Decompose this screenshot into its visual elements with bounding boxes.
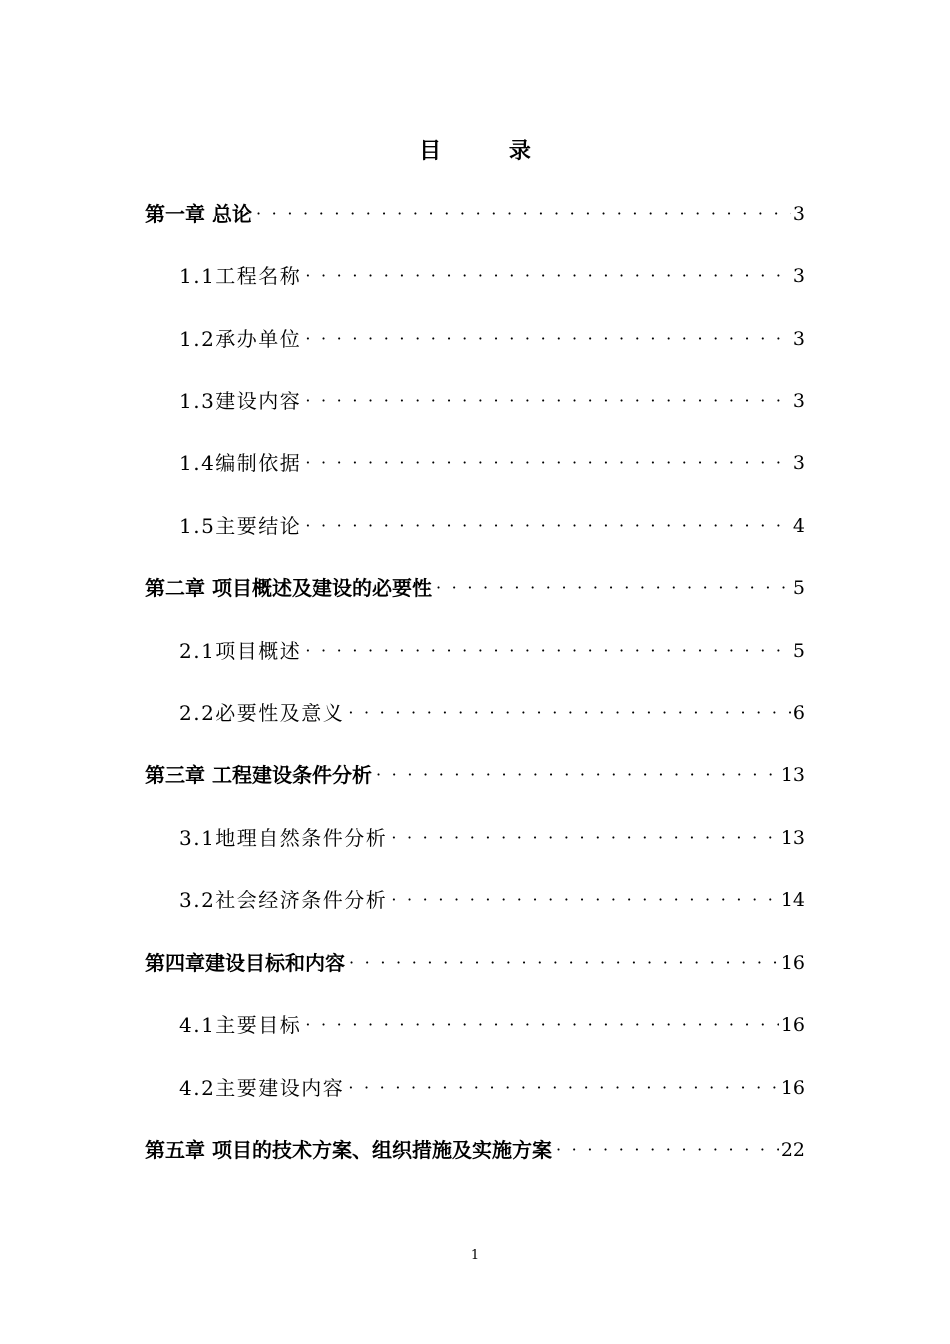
- toc-entry-chapter-1[interactable]: [145, 196, 805, 232]
- toc-leader-dots: [301, 321, 791, 357]
- toc-entry-text: 4.1主要目标: [179, 1013, 302, 1037]
- toc-entry-chapter-2[interactable]: [145, 570, 805, 606]
- toc-entry-page: 16: [780, 952, 805, 974]
- toc-entry-page: 22: [780, 1139, 805, 1161]
- toc-entry-page: 3: [792, 265, 805, 287]
- toc-entry-text: 第一章 总论: [145, 202, 252, 226]
- toc-entry-page: 3: [792, 452, 805, 474]
- toc-entry-page: 6: [792, 702, 805, 724]
- toc-entry-page: 16: [780, 1077, 805, 1099]
- toc-entry-text: 1.1工程名称: [179, 264, 302, 288]
- toc-entry-section-2-2[interactable]: [179, 695, 805, 731]
- toc-leader-dots: [301, 633, 791, 669]
- toc-entry-chapter-3[interactable]: [145, 757, 805, 793]
- toc-entry-text: 1.4编制依据: [179, 451, 302, 475]
- toc-leader-dots: [301, 1007, 779, 1043]
- toc-entry-page: 3: [792, 390, 805, 412]
- toc-leader-dots: [552, 1132, 779, 1168]
- toc-entry-text: 1.3建设内容: [179, 389, 302, 413]
- toc-leader-dots: [301, 508, 791, 544]
- toc-entry-page: 5: [792, 577, 805, 599]
- toc-entry-text: 2.2必要性及意义: [179, 701, 345, 725]
- toc-entry-text: 4.2主要建设内容: [179, 1076, 345, 1100]
- toc-entry-section-2-1[interactable]: [179, 633, 805, 669]
- toc-leader-dots: [387, 820, 779, 856]
- toc-leader-dots: [432, 570, 791, 606]
- toc-leader-dots: [344, 1070, 779, 1106]
- toc-entry-section-1-4[interactable]: [179, 445, 805, 481]
- toc-entry-chapter-4[interactable]: [145, 945, 805, 981]
- toc-entry-page: 14: [780, 889, 805, 911]
- toc-entry-section-1-3[interactable]: [179, 383, 805, 419]
- toc-entry-section-1-5[interactable]: [179, 508, 805, 544]
- toc-entry-page: 3: [792, 328, 805, 350]
- toc-leader-dots: [252, 196, 791, 232]
- toc-entry-text: 第二章 项目概述及建设的必要性: [145, 576, 432, 600]
- toc-entry-page: 4: [792, 515, 805, 537]
- toc-entry-text: 第五章 项目的技术方案、组织措施及实施方案: [145, 1138, 552, 1162]
- toc-title: 目 录: [419, 138, 561, 164]
- toc-entry-section-4-2[interactable]: [179, 1070, 805, 1106]
- toc-leader-dots: [301, 445, 791, 481]
- toc-entry-page: 16: [780, 1014, 805, 1036]
- toc-entry-section-3-2[interactable]: [179, 882, 805, 918]
- page-number: 1: [470, 1248, 480, 1263]
- toc-leader-dots: [301, 258, 791, 294]
- toc-entry-text: 2.1项目概述: [179, 639, 302, 663]
- toc-entry-chapter-5[interactable]: [145, 1132, 805, 1168]
- toc-entry-text: 第四章建设目标和内容: [145, 951, 345, 975]
- toc-entry-section-1-1[interactable]: [179, 258, 805, 294]
- toc-entry-section-4-1[interactable]: [179, 1007, 805, 1043]
- toc-leader-dots: [301, 383, 791, 419]
- toc-entry-section-1-2[interactable]: [179, 321, 805, 357]
- toc-leader-dots: [345, 945, 779, 981]
- toc-leader-dots: [387, 882, 779, 918]
- toc-entry-page: 13: [780, 827, 805, 849]
- toc-entry-page: 5: [792, 640, 805, 662]
- toc-entry-section-3-1[interactable]: [179, 820, 805, 856]
- toc-entry-page: 13: [780, 764, 805, 786]
- toc-entry-text: 1.5主要结论: [179, 514, 302, 538]
- toc-leader-dots: [372, 757, 779, 793]
- toc-leader-dots: [344, 695, 791, 731]
- toc-entry-page: 3: [792, 203, 805, 225]
- toc-entry-text: 1.2承办单位: [179, 327, 302, 351]
- toc-entry-text: 3.1地理自然条件分析: [179, 826, 388, 850]
- toc-entry-text: 第三章 工程建设条件分析: [145, 763, 372, 787]
- toc-entry-text: 3.2社会经济条件分析: [179, 888, 388, 912]
